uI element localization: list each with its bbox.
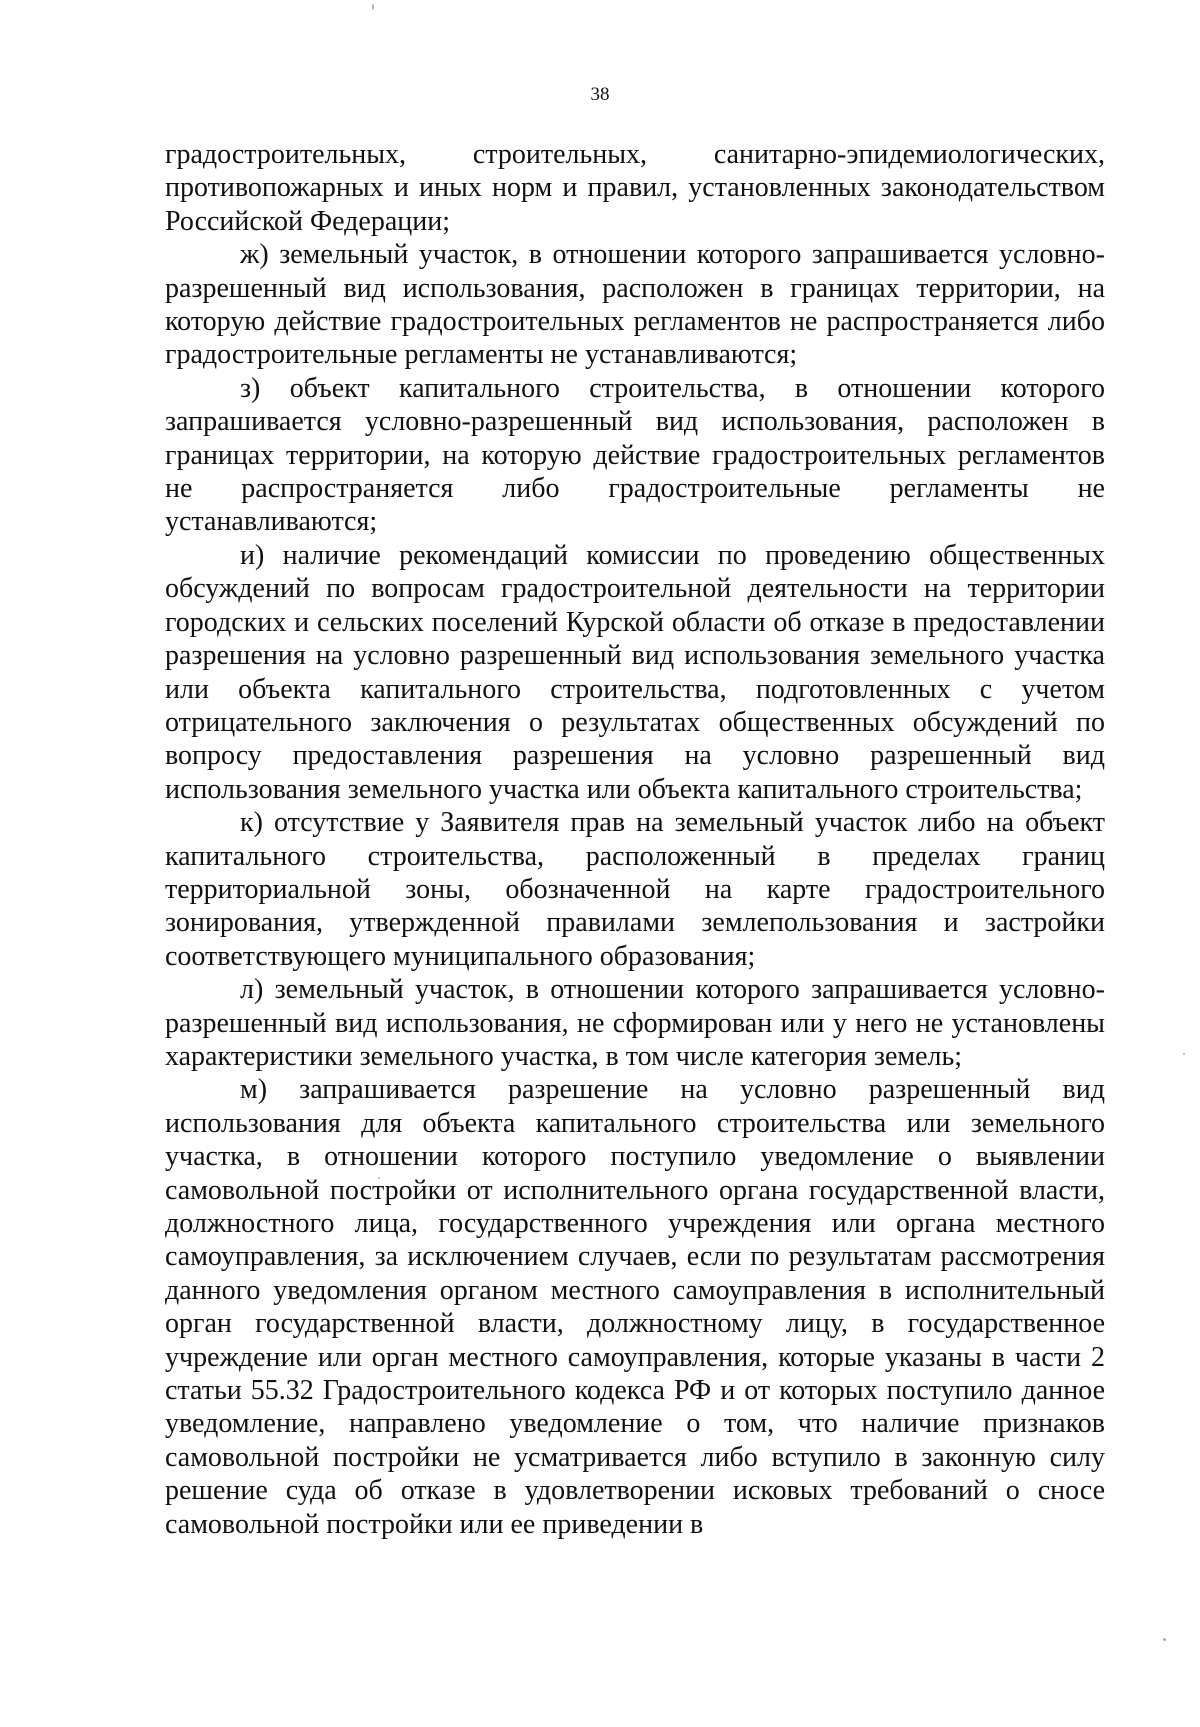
- paragraph-item-z: з) объект капитального строительства, в отношении которого запрашивается условно-разрешенный вид использования, расположен в границах территории, на которую действие градостроительных регламентов не распространяется либо градостроительные регламенты не устанавливаются;: [165, 372, 1105, 538]
- scan-speck: [1183, 1053, 1185, 1055]
- paragraph-item-i: и) наличие рекомендаций комиссии по проведению общественных обсуждений по вопросам градостроительной деятельности на территории городских и сельских поселений Курской области об отказе в предоставлении разрешения на условно разрешенный вид использования земельного участка или объекта капитального строительства, подготовленных с учетом отрицательного заключения о результатах общественных обсуждений по вопросу предоставления разрешения на условно разрешенный вид использования земельного участка или объекта капитального строительства;: [165, 539, 1105, 805]
- scan-speck: [1163, 1638, 1166, 1641]
- paragraph-item-zh: ж) земельный участок, в отношении которого запрашивается условно-разрешенный вид использования, расположен в границах территории, на которую действие градостроительных регламентов не распространяется либо градостроительные регламенты не устанавливаются;: [165, 239, 1105, 371]
- page-number: 38: [590, 84, 610, 105]
- document-body: [165, 138, 1105, 1541]
- paragraph-item-l: л) земельный участок, в отношении которого запрашивается условно-разрешенный вид использования, не сформирован или у него не установлены характеристики земельного участка, в том числе категория земель;: [165, 974, 1105, 1072]
- scan-speck: [378, 1177, 380, 1179]
- paragraph-item-k: к) отсутствие у Заявителя прав на земельный участок либо на объект капитального строительства, расположенный в пределах границ территориальной зоны, обозначенной на карте градостроительного зонирования, утвержденной правилами землепользования и застройки соответствующего муниципального образования;: [165, 807, 1105, 972]
- scan-speck: [372, 4, 374, 10]
- paragraph-continuation: градостроительных, строительных, санитарно-эпидемиологических, противопожарных и иных норм и правил, установленных законодательством Российской Федерации;: [165, 139, 1105, 237]
- paragraph-item-m: м) запрашивается разрешение на условно разрешенный вид использования для объекта капитального строительства или земельного участка, в отношении которого поступило уведомление о выявлении самовольной постройки от исполнительного органа государственной власти, должностного лица, государственного учреждения или органа местного самоуправления, за исключением случаев, если по результатам рассмотрения данного уведомления органом местного самоуправления в исполнительный орган государственной власти, должностному лицу, в государственное учреждение или орган местного самоуправления, которые указаны в части 2 статьи 55.32 Градостроительного кодекса РФ и от которых поступило данное уведомление, направлено уведомление о том, что наличие признаков самовольной постройки не усматривается либо вступило в законную силу решение суда об отказе в удовлетворении исковых требований о сносе самовольной постройки или ее приведении в: [165, 1074, 1105, 1540]
